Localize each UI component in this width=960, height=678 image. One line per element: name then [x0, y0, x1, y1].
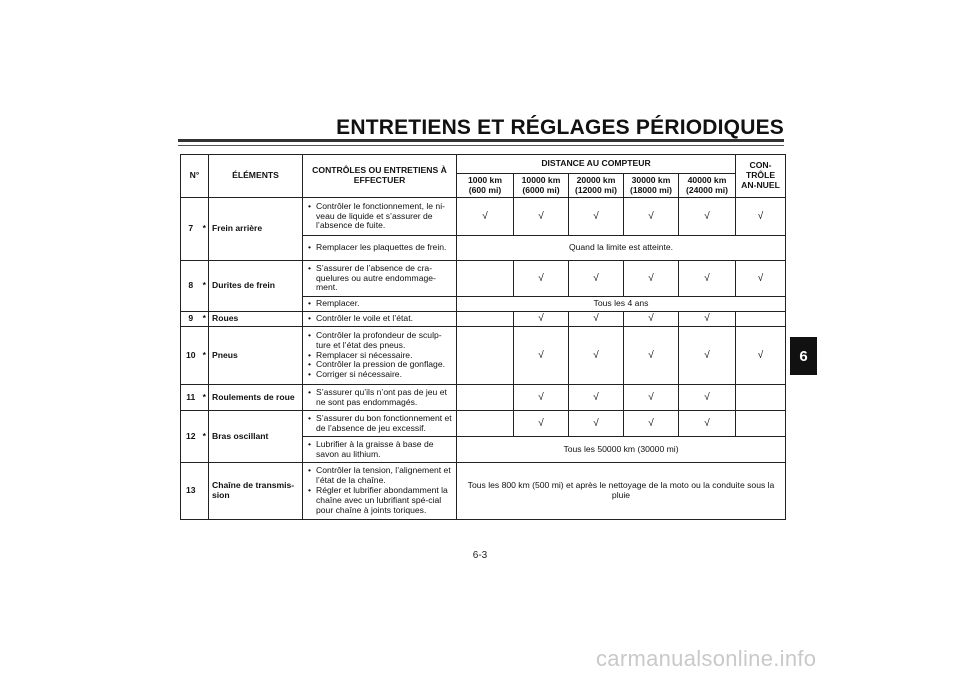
check-mark: √: [569, 411, 624, 437]
check-mark: √: [624, 327, 679, 385]
interval-note: Tous les 4 ans: [457, 297, 786, 312]
check-mark: √: [624, 411, 679, 437]
check-mark: √: [624, 261, 679, 297]
page-title: ENTRETIENS ET RÉGLAGES PÉRIODIQUES: [336, 116, 784, 139]
chapter-tab[interactable]: 6: [790, 337, 817, 375]
check-empty: [457, 385, 514, 411]
row-star: *: [201, 411, 209, 463]
check-mark: √: [514, 411, 569, 437]
col-header-20000km: 20000 km (12000 mi): [569, 174, 624, 198]
check-empty: [457, 312, 514, 327]
check-mark: √: [514, 327, 569, 385]
check-empty: [457, 327, 514, 385]
table-row: [181, 198, 786, 236]
row-element: Bras oscillant: [209, 411, 303, 463]
row-controls: • Contrôler la tension, l’alignement et l’état de la chaîne. • Régler et lubrifier abondamment la chaîne avec un lubrifiant spé-cial pour chaîne à joints toriques.: [303, 463, 457, 520]
check-mark: √: [514, 198, 569, 236]
row-controls: • S’assurer de l’absence de cra-quelures ou autre endommage-ment.: [303, 261, 457, 297]
check-mark: √: [514, 385, 569, 411]
row-star: *: [201, 312, 209, 327]
check-empty: [736, 312, 786, 327]
col-header-10000km: 10000 km (6000 mi): [514, 174, 569, 198]
maintenance-table: [180, 154, 786, 520]
row-element: Frein arrière: [209, 198, 303, 261]
check-mark: √: [624, 198, 679, 236]
col-header-annual: CON-TRÔLE AN-NUEL: [736, 155, 786, 198]
row-number: 9: [181, 312, 201, 327]
row-number: 7: [181, 198, 201, 261]
row-controls: • S’assurer du bon fonctionnement et de l’absence de jeu excessif.: [303, 411, 457, 437]
check-mark: √: [736, 327, 786, 385]
check-mark: √: [624, 312, 679, 327]
col-header-distance: DISTANCE AU COMPTEUR: [457, 155, 736, 174]
check-mark: √: [736, 198, 786, 236]
table-row: [181, 327, 786, 385]
row-star: *: [201, 198, 209, 261]
check-mark: √: [679, 411, 736, 437]
check-empty: [736, 385, 786, 411]
row-controls: • Contrôler la profondeur de sculp-ture et l’état des pneus. • Remplacer si nécessaire. • Contrôler la pression de gonflage. • Corriger si nécessaire.: [303, 327, 457, 385]
watermark: carmanualsonline.info: [596, 646, 817, 671]
interval-note: Tous les 50000 km (30000 mi): [457, 437, 786, 463]
row-number: 11: [181, 385, 201, 411]
check-mark: √: [569, 312, 624, 327]
check-mark: √: [569, 198, 624, 236]
row-controls: • S’assurer qu’ils n’ont pas de jeu et ne sont pas endommagés.: [303, 385, 457, 411]
check-mark: √: [569, 385, 624, 411]
row-element: Durites de frein: [209, 261, 303, 312]
check-mark: √: [679, 327, 736, 385]
row-element: Roulements de roue: [209, 385, 303, 411]
check-empty: [457, 261, 514, 297]
row-element: Pneus: [209, 327, 303, 385]
interval-note: Tous les 800 km (500 mi) et après le nettoyage de la moto ou la conduite sous la pluie: [457, 463, 786, 520]
check-mark: √: [514, 261, 569, 297]
check-empty: [736, 411, 786, 437]
page-number: 6-3: [472, 550, 488, 561]
check-mark: √: [679, 312, 736, 327]
table-row: [181, 261, 786, 297]
row-controls: • Lubrifier à la graisse à base de savon au lithium.: [303, 437, 457, 463]
row-number: 8: [181, 261, 201, 312]
row-number: 13: [181, 463, 201, 520]
row-element: Roues: [209, 312, 303, 327]
row-element: Chaîne de transmis-sion: [209, 463, 303, 520]
check-mark: √: [457, 198, 514, 236]
interval-note: Quand la limite est atteinte.: [457, 236, 786, 261]
col-header-elements: ÉLÉMENTS: [209, 155, 303, 198]
col-header-30000km: 30000 km (18000 mi): [624, 174, 679, 198]
title-rule-thin: [178, 145, 784, 146]
row-controls: • Remplacer les plaquettes de frein.: [303, 236, 457, 261]
check-mark: √: [569, 261, 624, 297]
row-controls: • Remplacer.: [303, 297, 457, 312]
row-controls: • Contrôler le voile et l’état.: [303, 312, 457, 327]
table-row: [181, 312, 786, 327]
row-number: 10: [181, 327, 201, 385]
check-mark: √: [679, 198, 736, 236]
check-mark: √: [569, 327, 624, 385]
row-star: [201, 463, 209, 520]
col-header-1000km: 1000 km (600 mi): [457, 174, 514, 198]
check-mark: √: [514, 312, 569, 327]
table-row: [181, 411, 786, 437]
table-row: [181, 463, 786, 520]
row-star: *: [201, 261, 209, 312]
col-header-40000km: 40000 km (24000 mi): [679, 174, 736, 198]
row-star: *: [201, 327, 209, 385]
check-mark: √: [679, 261, 736, 297]
title-rule: [178, 139, 784, 142]
check-mark: √: [679, 385, 736, 411]
check-empty: [457, 411, 514, 437]
col-header-controls: CONTRÔLES OU ENTRETIENS À EFFECTUER: [303, 155, 457, 198]
table-row: [181, 385, 786, 411]
check-mark: √: [624, 385, 679, 411]
row-number: 12: [181, 411, 201, 463]
row-controls: • Contrôler le fonctionnement, le ni-veau de liquide et s’assurer de l’absence de fuite.: [303, 198, 457, 236]
row-star: *: [201, 385, 209, 411]
col-header-num: N°: [181, 155, 209, 198]
check-mark: √: [736, 261, 786, 297]
